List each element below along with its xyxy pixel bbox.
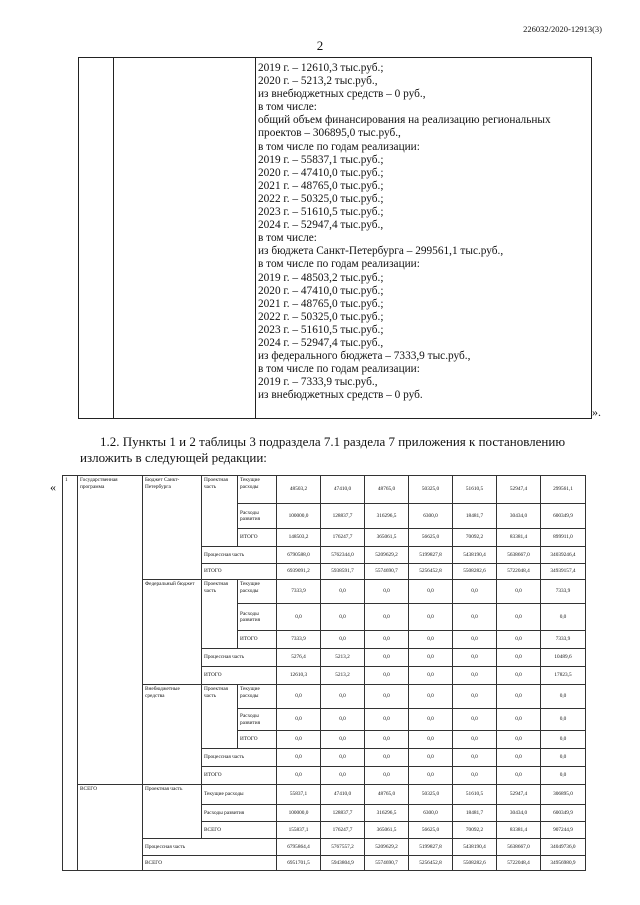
table-cell: 5508282,6 xyxy=(453,564,497,580)
table-cell: 34049736,0 xyxy=(541,839,586,856)
table-cell: 50325,0 xyxy=(409,476,453,504)
table-cell: 0,0 xyxy=(453,709,497,731)
table-cell: 56625,0 xyxy=(409,529,453,547)
financing-line: 2020 г. – 47410,0 тыс.руб.; xyxy=(258,166,384,179)
source-extra-budgetary-label: Внебюджетные средства xyxy=(143,685,202,785)
table-cell: 600349,9 xyxy=(541,805,586,822)
table-column-divider xyxy=(255,58,256,418)
table-cell: 0,0 xyxy=(541,731,586,749)
table-cell: 0,0 xyxy=(497,731,541,749)
table-cell: 0,0 xyxy=(277,709,321,731)
table-cell: 0,0 xyxy=(497,749,541,767)
table-cell: 47410,0 xyxy=(321,785,365,805)
table-cell: 0,0 xyxy=(453,685,497,709)
table-cell: 83381,4 xyxy=(497,822,541,839)
financing-line: 2019 г. – 12610,3 тыс.руб.; xyxy=(258,62,384,74)
table-cell: 56625,0 xyxy=(409,822,453,839)
table-cell: 7333,9 xyxy=(541,631,586,649)
financing-line: в том числе: xyxy=(258,232,317,245)
table-cell: 0,0 xyxy=(321,709,365,731)
table-cell: 0,0 xyxy=(497,685,541,709)
financing-line: 2024 г. – 52947,4 тыс.руб., xyxy=(258,219,384,232)
financing-line: 2021 г. – 48765,0 тыс.руб.; xyxy=(258,179,384,192)
opening-quote: « xyxy=(50,480,56,494)
table-cell: 70092,2 xyxy=(453,529,497,547)
table-cell: 30434,0 xyxy=(497,805,541,822)
table-cell: 0,0 xyxy=(321,731,365,749)
table-cell: 0,0 xyxy=(277,749,321,767)
financing-line: в том числе по годам реализации: xyxy=(258,363,420,376)
financing-line: из бюджета Санкт-Петербурга – 299561,1 тыс.руб., xyxy=(258,245,504,258)
table-cell: 5256452,8 xyxy=(409,856,453,871)
table-cell: 6951701,5 xyxy=(277,856,321,871)
financing-line: в том числе: xyxy=(258,101,317,114)
table-cell: 30434,0 xyxy=(497,504,541,529)
development-expenses-label: Расходы развития xyxy=(238,504,277,529)
table-cell: 5199827,8 xyxy=(409,839,453,856)
table-cell: 0,0 xyxy=(321,767,365,785)
table-cell: 0,0 xyxy=(409,767,453,785)
table-cell: 0,0 xyxy=(409,731,453,749)
table-cell: 0,0 xyxy=(453,731,497,749)
table-cell: 0,0 xyxy=(365,580,409,604)
total-label: ВСЕГО xyxy=(78,785,143,871)
table-cell: 907244,9 xyxy=(541,822,586,839)
financing-line: 2021 г. – 48765,0 тыс.руб.; xyxy=(258,297,384,310)
table-cell: 7333,9 xyxy=(277,631,321,649)
table-cell: 6795864,4 xyxy=(277,839,321,856)
itogo-label: ИТОГО xyxy=(238,631,277,649)
page-number: 2 xyxy=(316,38,324,53)
table-cell: 5276,4 xyxy=(277,649,321,667)
table-cell: 0,0 xyxy=(365,631,409,649)
amendment-paragraph xyxy=(80,434,600,465)
process-part-label: Процессная часть xyxy=(202,547,277,564)
table-cell: 5209629,2 xyxy=(365,547,409,564)
table-cell: 5722048,4 xyxy=(497,564,541,580)
development-expenses-label: Расходы развития xyxy=(202,805,277,822)
project-part-label: Проектная часть xyxy=(202,580,238,649)
table-cell: 34956980,9 xyxy=(541,856,586,871)
table-cell: 18481,7 xyxy=(453,805,497,822)
table-cell: 128837,7 xyxy=(321,805,365,822)
table-cell: 0,0 xyxy=(321,604,365,631)
table-cell: 0,0 xyxy=(541,749,586,767)
table-cell: 365061,5 xyxy=(365,822,409,839)
program-label: Государственная программа xyxy=(78,476,143,785)
table-cell: 176247,7 xyxy=(321,822,365,839)
table-cell: 0,0 xyxy=(409,749,453,767)
table-cell: 0,0 xyxy=(321,749,365,767)
financing-line: 2019 г. – 55837,1 тыс.руб.; xyxy=(258,153,384,166)
table-cell: 0,0 xyxy=(453,749,497,767)
table-cell: 0,0 xyxy=(497,667,541,685)
financing-line: 2020 г. – 47410,0 тыс.руб.; xyxy=(258,284,384,297)
table-cell: 0,0 xyxy=(497,767,541,785)
financing-line: 2024 г. – 52947,4 тыс.руб., xyxy=(258,336,384,349)
table-cell: 70092,2 xyxy=(453,822,497,839)
table-cell: 51610,5 xyxy=(453,476,497,504)
table-cell: 0,0 xyxy=(541,767,586,785)
project-part-label: Проектная часть xyxy=(202,685,238,749)
table-cell: 0,0 xyxy=(277,731,321,749)
vsego-label: ВСЕГО xyxy=(202,822,277,839)
process-part-label: Процессная часть xyxy=(202,749,277,767)
table-cell: 0,0 xyxy=(365,709,409,731)
table-cell: 316296,5 xyxy=(365,805,409,822)
development-expenses-label: Расходы развития xyxy=(238,709,277,731)
table-cell: 176247,7 xyxy=(321,529,365,547)
table-cell: 0,0 xyxy=(277,767,321,785)
itogo-label: ИТОГО xyxy=(202,564,277,580)
table-cell: 5722048,4 xyxy=(497,856,541,871)
table-cell: 5938591,7 xyxy=(321,564,365,580)
table-cell: 5943804,9 xyxy=(321,856,365,871)
table-cell: 0,0 xyxy=(409,631,453,649)
closing-quote: ». xyxy=(592,405,601,419)
table-cell: 0,0 xyxy=(453,604,497,631)
financing-line: из внебюджетных средств – 0 руб. xyxy=(258,389,423,402)
table-cell: 0,0 xyxy=(453,767,497,785)
table-cell: 0,0 xyxy=(365,649,409,667)
table-cell: 34939157,4 xyxy=(541,564,586,580)
table-cell: 0,0 xyxy=(365,749,409,767)
table-cell: 6300,0 xyxy=(409,805,453,822)
project-part-label: Проектная часть xyxy=(143,785,202,839)
table-cell: 5574690,7 xyxy=(365,564,409,580)
financing-line: 2020 г. – 5213,2 тыс.руб., xyxy=(258,75,378,88)
financing-line: 2023 г. – 51610,5 тыс.руб.; xyxy=(258,206,384,219)
table-cell: 52947,4 xyxy=(497,785,541,805)
table-cell: 306895,0 xyxy=(541,785,586,805)
table-cell: 5256452,8 xyxy=(409,564,453,580)
table-cell: 0,0 xyxy=(541,685,586,709)
table-cell: 600349,9 xyxy=(541,504,586,529)
table-cell: 148503,2 xyxy=(277,529,321,547)
source-spb-label: Бюджет Санкт-Петербурга xyxy=(143,476,202,580)
table-cell: 17823,5 xyxy=(541,667,586,685)
table-cell: 100000,0 xyxy=(277,805,321,822)
table-cell: 899911,0 xyxy=(541,529,586,547)
table-cell: 5638667,0 xyxy=(497,839,541,856)
table-cell: 5438190,4 xyxy=(453,839,497,856)
row-number: 1 xyxy=(63,476,78,871)
itogo-label: ИТОГО xyxy=(238,731,277,749)
table-cell: 5438190,4 xyxy=(453,547,497,564)
table-cell: 48765,0 xyxy=(365,785,409,805)
table-cell: 34039246,4 xyxy=(541,547,586,564)
vsego-label: ВСЕГО xyxy=(143,856,277,871)
table-cell: 0,0 xyxy=(497,580,541,604)
table-cell: 316296,5 xyxy=(365,504,409,529)
table-cell: 100000,0 xyxy=(277,504,321,529)
process-part-label: Процессная часть xyxy=(143,839,277,856)
budget-table xyxy=(62,475,586,871)
table-cell: 5199827,8 xyxy=(409,547,453,564)
table-cell: 0,0 xyxy=(321,580,365,604)
table-cell: 0,0 xyxy=(365,667,409,685)
table-cell: 7333,9 xyxy=(277,580,321,604)
table-cell: 18481,7 xyxy=(453,504,497,529)
table-cell: 0,0 xyxy=(453,580,497,604)
table-cell: 51610,5 xyxy=(453,785,497,805)
financing-line: из федерального бюджета – 7333,9 тыс.руб., xyxy=(258,350,471,363)
table-cell: 48503,2 xyxy=(277,476,321,504)
table-column-divider xyxy=(113,58,114,418)
table-cell: 0,0 xyxy=(365,767,409,785)
table-cell: 6790588,0 xyxy=(277,547,321,564)
table-cell: 5767557,2 xyxy=(321,839,365,856)
table-cell: 5209629,2 xyxy=(365,839,409,856)
table-cell: 0,0 xyxy=(277,604,321,631)
table-cell: 48765,0 xyxy=(365,476,409,504)
financing-line: 2023 г. – 51610,5 тыс.руб.; xyxy=(258,323,384,336)
table-cell: 0,0 xyxy=(409,685,453,709)
table-cell: 0,0 xyxy=(321,685,365,709)
project-part-label: Проектная часть xyxy=(202,476,238,547)
table-cell: 6939091,2 xyxy=(277,564,321,580)
financing-line: в том числе по годам реализации: xyxy=(258,140,420,153)
table-cell: 55837,1 xyxy=(277,785,321,805)
table-cell: 5213,2 xyxy=(321,649,365,667)
financing-line: 2019 г. – 48503,2 тыс.руб.; xyxy=(258,271,384,284)
table-cell: 0,0 xyxy=(321,631,365,649)
table-cell: 47410,0 xyxy=(321,476,365,504)
table-cell: 0,0 xyxy=(497,604,541,631)
development-expenses-label: Расходы развития xyxy=(238,604,277,631)
table-cell: 0,0 xyxy=(409,667,453,685)
current-expenses-label: Текущие расходы xyxy=(238,580,277,604)
itogo-label: ИТОГО xyxy=(238,529,277,547)
table-cell: 0,0 xyxy=(541,709,586,731)
paragraph-line-1: 1.2. Пункты 1 и 2 таблицы 3 подраздела 7.1 раздела 7 приложения к постановлению xyxy=(100,434,566,449)
paragraph-line-2: изложить в следующей редакции: xyxy=(80,450,267,465)
financing-line: в том числе по годам реализации: xyxy=(258,258,420,271)
table-cell: 5762344,0 xyxy=(321,547,365,564)
table-cell: 0,0 xyxy=(453,667,497,685)
financing-line: 2022 г. – 50325,0 тыс.руб.; xyxy=(258,310,384,323)
table-cell: 10489,6 xyxy=(541,649,586,667)
financing-line: 2022 г. – 50325,0 тыс.руб.; xyxy=(258,192,384,205)
table-cell: 83381,4 xyxy=(497,529,541,547)
table-cell: 5213,2 xyxy=(321,667,365,685)
table-cell: 0,0 xyxy=(409,604,453,631)
table-cell: 0,0 xyxy=(497,649,541,667)
process-part-label: Процессная часть xyxy=(202,649,277,667)
table-cell: 0,0 xyxy=(277,685,321,709)
table-cell: 0,0 xyxy=(453,649,497,667)
current-expenses-label: Текущие расходы xyxy=(202,785,277,805)
financing-line: проектов – 306895,0 тыс.руб., xyxy=(258,127,401,140)
financing-line: из внебюджетных средств – 0 руб., xyxy=(258,88,426,101)
table-cell: 0,0 xyxy=(409,709,453,731)
table-cell: 128837,7 xyxy=(321,504,365,529)
table-cell: 50325,0 xyxy=(409,785,453,805)
table-cell: 6300,0 xyxy=(409,504,453,529)
table-cell: 0,0 xyxy=(409,580,453,604)
current-expenses-label: Текущие расходы xyxy=(238,476,277,504)
table-cell: 0,0 xyxy=(541,604,586,631)
table-cell: 0,0 xyxy=(365,685,409,709)
financing-line: общий объем финансирования на реализацию региональных xyxy=(258,114,551,127)
document-number: 226032/2020-12913(3) xyxy=(523,24,602,34)
table-cell: 52947,4 xyxy=(497,476,541,504)
table-cell: 0,0 xyxy=(453,631,497,649)
table-cell: 0,0 xyxy=(365,604,409,631)
source-federal-label: Федеральный бюджет xyxy=(143,580,202,685)
table-cell: 0,0 xyxy=(409,649,453,667)
itogo-label: ИТОГО xyxy=(202,767,277,785)
table-cell: 5508282,6 xyxy=(453,856,497,871)
table-cell: 5574690,7 xyxy=(365,856,409,871)
table-cell: 7333,9 xyxy=(541,580,586,604)
financing-line: 2019 г. – 7333,9 тыс.руб., xyxy=(258,376,378,389)
table-cell: 0,0 xyxy=(497,631,541,649)
itogo-label: ИТОГО xyxy=(202,667,277,685)
table-cell: 0,0 xyxy=(365,731,409,749)
table-cell: 5638667,0 xyxy=(497,547,541,564)
table-cell: 0,0 xyxy=(497,709,541,731)
table-cell: 299561,1 xyxy=(541,476,586,504)
table-cell: 12610,3 xyxy=(277,667,321,685)
financing-text xyxy=(258,62,551,402)
current-expenses-label: Текущие расходы xyxy=(238,685,277,709)
table-cell: 365061,5 xyxy=(365,529,409,547)
table-cell: 155837,1 xyxy=(277,822,321,839)
